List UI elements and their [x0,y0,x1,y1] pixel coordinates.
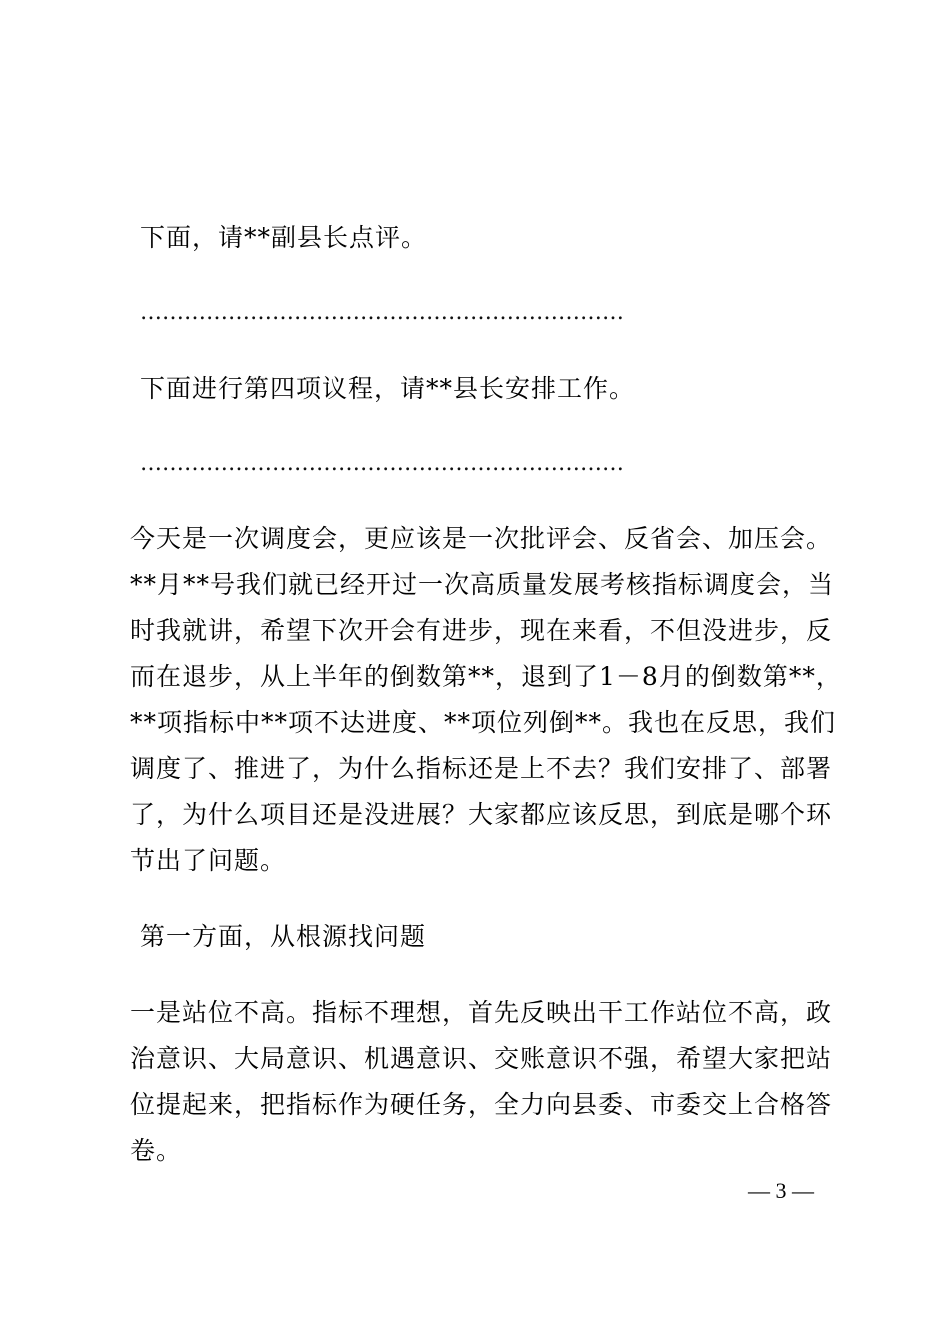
ellipsis-separator-1: ………………………………………………………… [140,300,624,325]
text-line: 了，为什么项目还是没进展？大家都应该反思，到底是哪个环 [130,800,833,829]
text-line: 卷。 [130,1136,183,1165]
text-line: **项指标中**项不达进度、**项位列倒**。我也在反思，我们 [130,708,837,737]
text-line: 时我就讲，希望下次开会有进步，现在来看，不但没进步，反 [130,616,833,645]
text-line: **月**号我们就已经开过一次高质量发展考核指标调度会，当 [130,570,835,599]
page-number: — 3 — [748,1178,814,1203]
paragraph-fourth-agenda: 下面进行第四项议程，请**县长安排工作。 [140,374,636,403]
text-line: 治意识、大局意识、机遇意识、交账意识不强，希望大家把站 [130,1044,833,1073]
paragraph-vice-county-review: 下面，请**副县长点评。 [140,223,428,252]
text-line: 节出了问题。 [130,846,287,875]
text-line: 调度了、推进了，为什么指标还是上不去？我们安排了、部署 [130,754,833,783]
ellipsis-separator-2: ………………………………………………………… [140,451,624,476]
section-heading-first-aspect: 第一方面，从根源找问题 [140,922,427,951]
text-line: 今天是一次调度会，更应该是一次批评会、反省会、加压会。 [130,524,833,553]
text-line: 位提起来，把指标作为硬任务，全力向县委、市委交上合格答 [130,1090,833,1119]
text-line: 而在退步，从上半年的倒数第**，退到了1－8月的倒数第**， [130,662,842,691]
text-line: 一是站位不高。指标不理想，首先反映出干工作站位不高，政 [130,998,833,1027]
